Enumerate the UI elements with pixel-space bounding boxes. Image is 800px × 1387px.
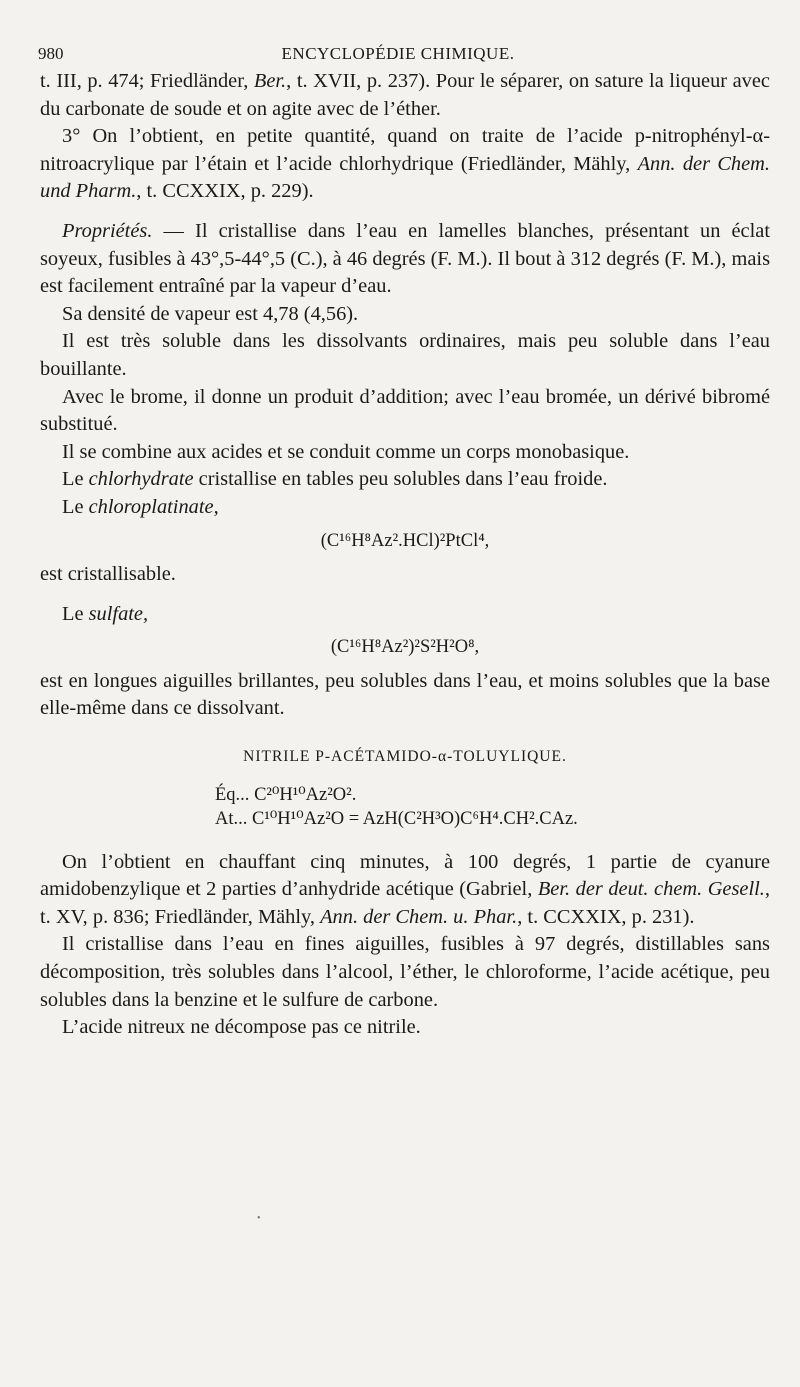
continued-paragraph: t. III, p. 474; Friedländer, Ber., t. XVII, p. 237). Pour le séparer, on sature la liqueur avec du carbonate de soude et on agite avec de l’éther. — [40, 70, 770, 120]
chloroplatinate-note: est cristallisable. — [40, 563, 176, 586]
crystallization-paragraph: Il cristallise dans l’eau en fines aiguilles, fusibles à 97 degrés, distillables sans décomposition, très solubles dans l’alcool, l’éther, le chloroforme, l’acide acétique, peu solubles dans la benzine et le sulfure de carbone. — [40, 933, 770, 1011]
salt-name: chloroplatinate, — [88, 495, 219, 518]
chlorhydrate-paragraph: Le chlorhydrate cristallise en tables peu solubles dans l’eau froide. — [62, 468, 608, 491]
chloroplatinate-paragraph: Le chloroplatinate, — [62, 495, 219, 518]
equivalent-formula: Éq... C²⁰H¹⁰Az²O². — [215, 784, 357, 805]
solubility-paragraph: Il est très soluble dans les dissolvants ordinaires, mais peu soluble dans l’eau bouillante. — [40, 330, 770, 380]
page-body — [40, 68, 770, 1042]
density-paragraph: Sa densité de vapeur est 4,78 (4,56). — [62, 302, 359, 325]
method-3-paragraph: 3° On l’obtient, en petite quantité, quand on traite de l’acide p-nitrophényl-α-nitroacrylique par l’étain et l’acide chlorhydrique (Friedländer, Mähly, Ann. der Chem. und Pharm., t. CCXXIX, p. 229). — [40, 125, 770, 203]
bromine-paragraph: Avec le brome, il donne un produit d’addition; avec l’eau bromée, un dérivé bibromé substitué. — [40, 385, 770, 436]
nitrous-acid-paragraph: L’acide nitreux ne décompose pas ce nitrile. — [62, 1016, 421, 1039]
reference: Ann. der Chem. u. Phar. — [320, 905, 518, 928]
reference: Ber. — [253, 70, 287, 92]
reference: Ber. der deut. chem. Gesell. — [537, 878, 765, 901]
preparation-paragraph: On l’obtient en chauffant cinq minutes, à 100 degrés, 1 partie de cyanure amidobenzylique et 2 parties d’anhydride acétique (Gabriel, Ber. der deut. chem. Gesell., t. XV, p. 836; Friedländer, Mähly, Ann. der Chem. u. Phar., t. CCXXIX, p. 231). — [40, 850, 770, 928]
properties-label: Propriétés. — [62, 219, 153, 242]
sulfate-paragraph: Le sulfate, — [62, 602, 149, 625]
salt-name: sulfate, — [88, 602, 149, 625]
sulfate-description: est en longues aiguilles brillantes, peu solubles dans l’eau, et moins solubles que la base elle-même dans ce dissolvant. — [40, 669, 770, 720]
print-speck: • — [257, 1213, 261, 1224]
running-title: ENCYCLOPÉDIE CHIMIQUE. — [281, 44, 515, 63]
page-number: 980 — [38, 44, 64, 63]
formula-block — [215, 783, 770, 831]
atomic-formula: At... C¹⁰H¹⁰Az²O = AzH(C²H³O)C⁶H⁴.CH².CAz. — [215, 808, 578, 829]
section-title: NITRILE P-ACÉTAMIDO-α-TOLUYLIQUE. — [243, 748, 567, 766]
salt-name: chlorhydrate — [88, 468, 194, 491]
properties-paragraph: Propriétés. — Il cristallise dans l’eau en lamelles blanches, présentant un éclat soyeux, fusibles à 43°,5-44°,5 (C.), à 46 degrés (F. M.). Il bout à 312 degrés (F. M.), mais est facilement entraîné par la vapeur d’eau. — [40, 219, 770, 298]
chloroplatinate-formula: (C¹⁶H⁸Az².HCl)²PtCl⁴, — [320, 530, 490, 551]
reference: Ann. der Chem. und Pharm. — [40, 152, 770, 203]
sulfate-formula: (C¹⁶H⁸Az²)²S²H²O⁸, — [330, 637, 480, 658]
acids-paragraph: Il se combine aux acides et se conduit comme un corps monobasique. — [62, 440, 630, 463]
